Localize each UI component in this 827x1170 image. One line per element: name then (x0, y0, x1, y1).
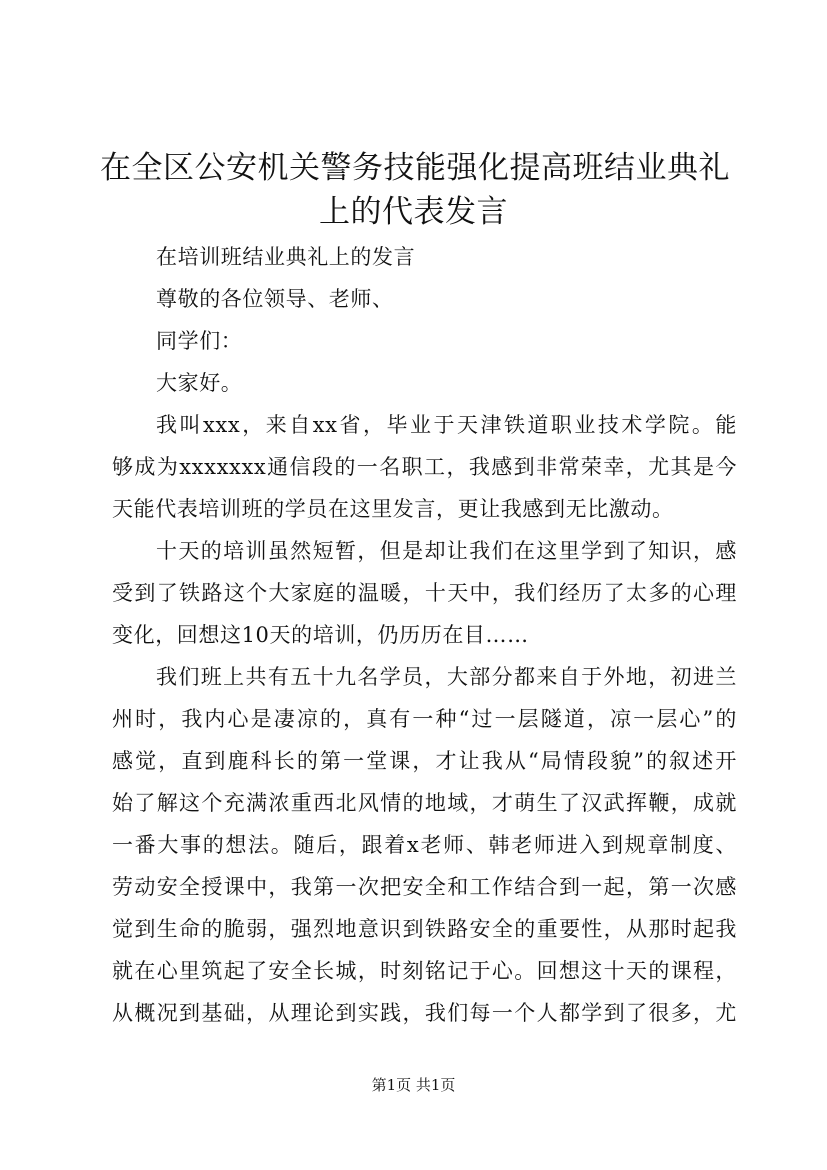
paragraph-3-line-4: 始了解这个充满浓重西北风情的地域，才萌生了汉武挥鞭，成就 (112, 791, 737, 815)
paragraph-3-line-1: 我们班上共有五十九名学员，大部分都来自于外地，初进兰 (156, 665, 737, 689)
paragraph-3-line-6: 劳动安全授课中，我第一次把安全和工作结合到一起，第一次感 (112, 875, 737, 899)
paragraph-2-line-1: 十天的培训虽然短暂，但是却让我们在这里学到了知识，感 (156, 539, 737, 563)
paragraph-3-line-2: 州时，我内心是凄凉的，真有一种“过一层隧道，凉一层心”的 (112, 707, 737, 731)
page-number-footer: 第1页 共1页 (371, 1076, 456, 1094)
salutation-line-1: 尊敬的各位领导、老师、 (156, 287, 394, 311)
paragraph-2-line-3: 变化，回想这10天的培训，仍历历在目…… (112, 623, 529, 647)
document-title (100, 146, 730, 234)
paragraph-3-line-9: 从概况到基础，从理论到实践，我们每一个人都学到了很多，尤 (112, 1001, 737, 1025)
paragraph-1-line-3: 天能代表培训班的学员在这里发言，更让我感到无比激动。 (112, 497, 674, 521)
salutation-line-2: 同学们： (156, 329, 243, 353)
subtitle-line: 在培训班结业典礼上的发言 (156, 245, 416, 269)
paragraph-3-line-3: 感觉，直到鹿科长的第一堂课，才让我从“局情段貌”的叙述开 (112, 749, 737, 773)
title-line-1: 在全区公安机关警务技能强化提高班结业典礼 (100, 150, 730, 186)
title-line-2: 上的代表发言 (319, 194, 508, 230)
paragraph-3-line-8: 就在心里筑起了安全长城，时刻铭记于心。回想这十天的课程， (112, 959, 737, 983)
paragraph-1-line-1: 我叫xxx，来自xx省，毕业于天津铁道职业技术学院。能 (156, 413, 737, 437)
greeting-line: 大家好。 (156, 371, 243, 395)
paragraph-2-line-2: 受到了铁路这个大家庭的温暖，十天中，我们经历了太多的心理 (112, 581, 737, 605)
paragraph-3-line-5: 一番大事的想法。随后，跟着x老师、韩老师进入到规章制度、 (112, 833, 737, 857)
document-body (112, 236, 737, 1034)
paragraph-3-line-7: 觉到生命的脆弱，强烈地意识到铁路安全的重要性，从那时起我 (112, 917, 737, 941)
paragraph-1-line-2: 够成为xxxxxxx通信段的一名职工，我感到非常荣幸，尤其是今 (112, 455, 737, 479)
